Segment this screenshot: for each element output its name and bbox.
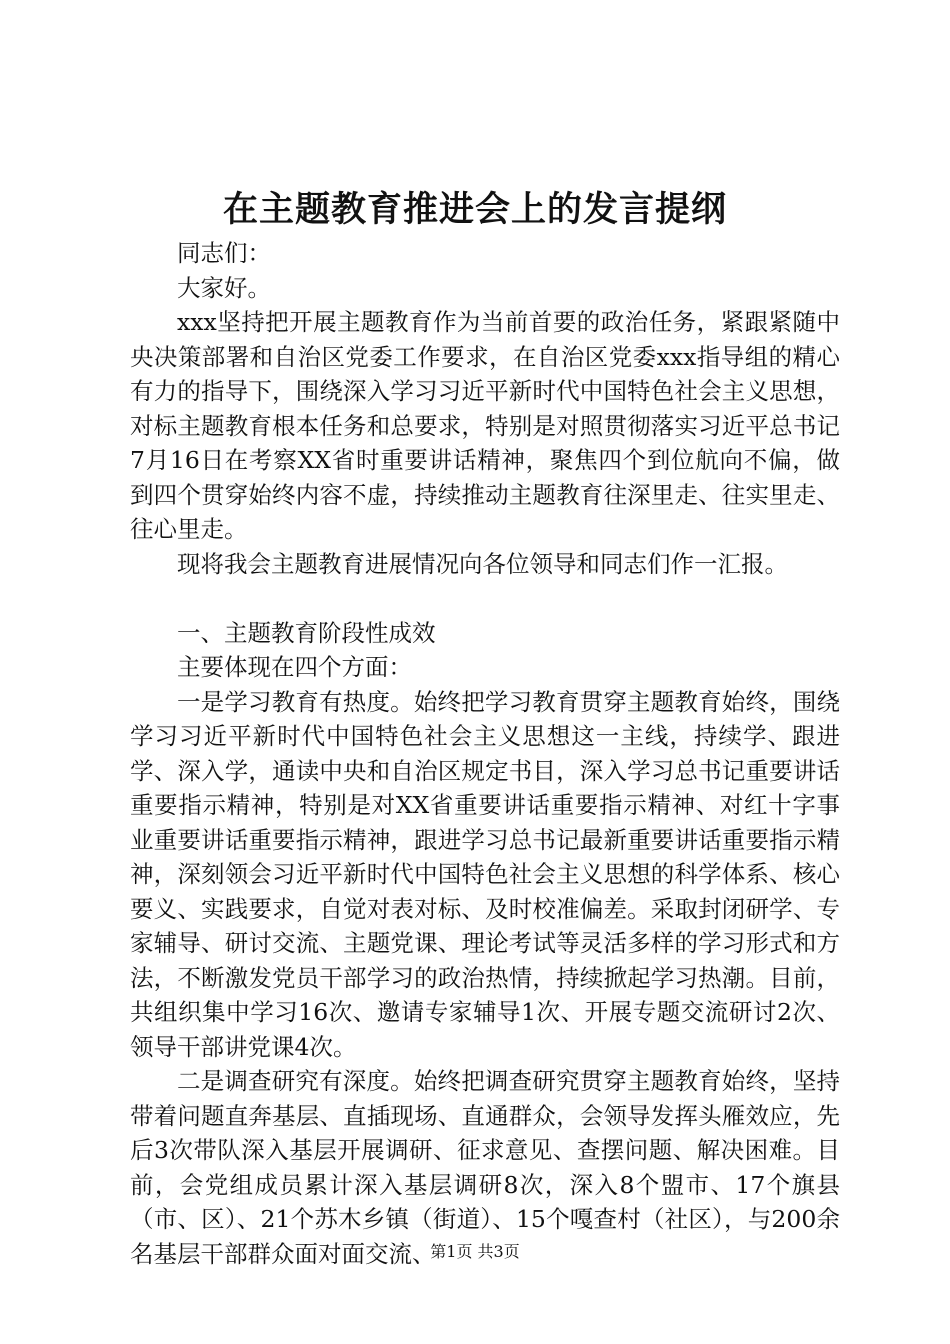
paragraph-gap [130, 581, 840, 616]
point-one-paragraph: 一是学习教育有热度。始终把学习教育贯穿主题教育始终，围绕学习习近平新时代中国特色社会主义思想这一主线，持续学、跟进学、深入学，通读中央和自治区规定书目，深入学习总书记重要讲话重要指示精神，特别是对XX省重要讲话重要指示精神、对红十字事业重要讲话重要指示精神，跟进学习总书记最新重要讲话重要指示精神，深刻领会习近平新时代中国特色社会主义思想的科学体系、核心要义、实践要求，自觉对表对标、及时校准偏差。采取封闭研学、专家辅导、研讨交流、主题党课、理论考试等灵活多样的学习形式和方法，不断激发党员干部学习的政治热情，持续掀起学习热潮。目前，共组织集中学习16次、邀请专家辅导1次、开展专题交流研讨2次、领导干部讲党课4次。 [130, 687, 840, 1061]
point-two-paragraph: 二是调查研究有深度。始终把调查研究贯穿主题教育始终，坚持带着问题直奔基层、直插现场、直通群众，会领导发挥头雁效应，先后3次带队深入基层开展调研、征求意见、查摆问题、解决困难。目前，会党组成员累计深入基层调研8次，深入8个盟市、17个旗县（市、区）、21个苏木乡镇（街道）、15个嘎查村（社区），与200余名基层干部群众面对面交流、 [130, 1067, 840, 1268]
page-footer: 第1页 共3页 [430, 1242, 520, 1261]
intro-paragraph: xxx坚持把开展主题教育作为当前首要的政治任务，紧跟紧随中央决策部署和自治区党委工作要求，在自治区党委xxx指导组的精心有力的指导下，围绕深入学习习近平新时代中国特色社会主义思想，对标主题教育根本任务和总要求，特别是对照贯彻落实习近平总书记7月16日在考察XX省时重要讲话精神，聚焦四个到位航向不偏，做到四个贯穿始终内容不虚，持续推动主题教育往深里走、往实里走、往心里走。 [130, 308, 840, 543]
document-body [130, 236, 840, 1271]
document-title: 在主题教育推进会上的发言提纲 [222, 189, 727, 230]
salutation: 同志们： [177, 239, 271, 267]
report-paragraph: 现将我会主题教育进展情况向各位领导和同志们作一汇报。 [177, 549, 788, 578]
greeting: 大家好。 [177, 273, 271, 302]
section-intro: 主要体现在四个方面： [177, 653, 412, 681]
section-heading: 一、主题教育阶段性成效 [177, 618, 436, 647]
